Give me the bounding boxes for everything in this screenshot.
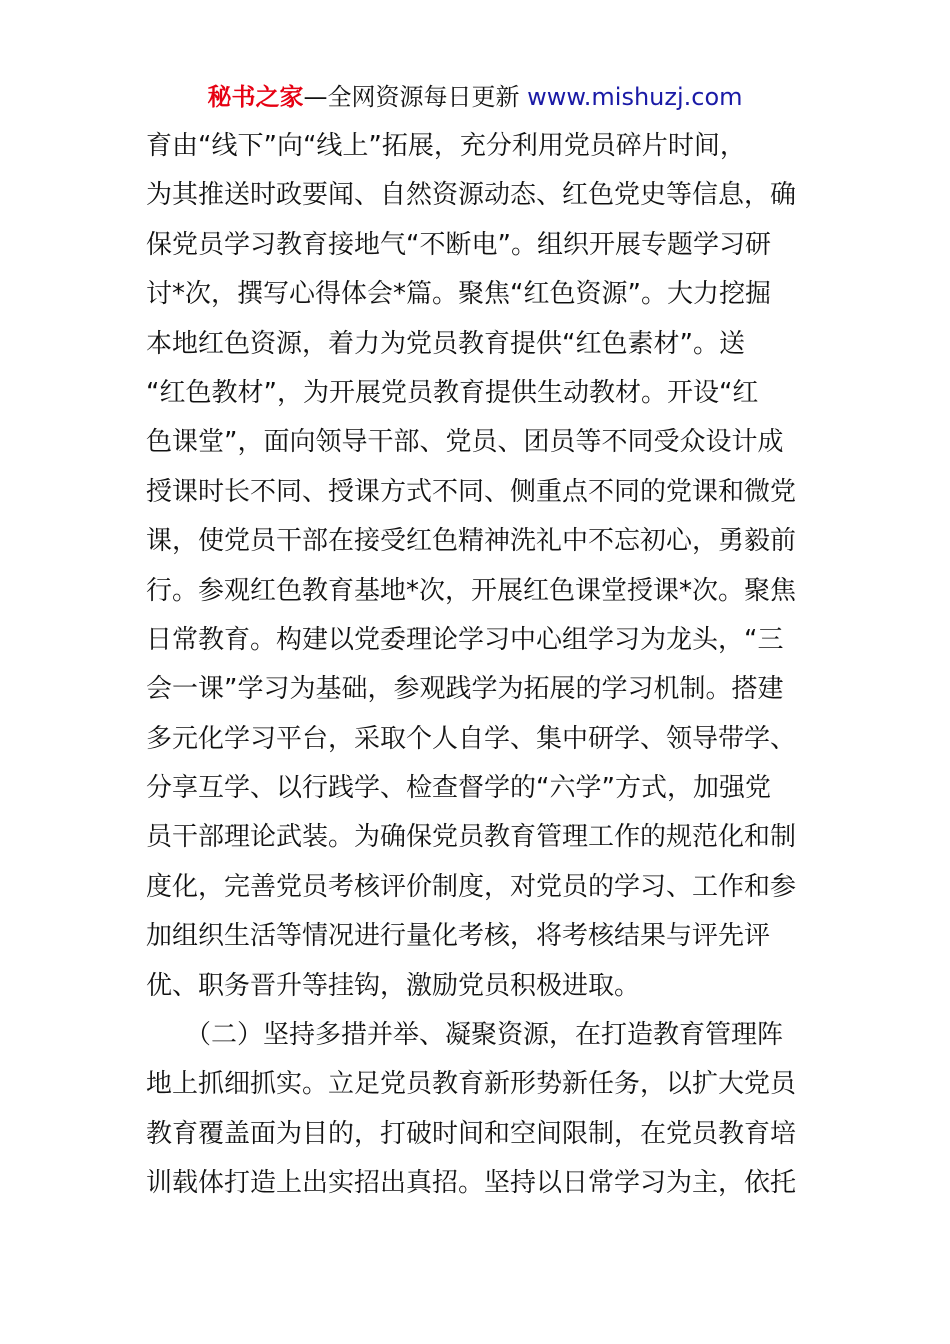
section-heading-line: （二）坚持多措并举、凝聚资源，在打造教育管理阵: [146, 1020, 784, 1051]
text-line: 色课堂”，面向领导干部、党员、团员等不同受众设计成: [146, 427, 784, 458]
site-brand: 秘书之家: [207, 83, 304, 111]
text-line: 育由“线下”向“线上”拓展，充分利用党员碎片时间，: [146, 131, 746, 161]
text-line: 教育覆盖面为目的，打破时间和空间限制，在党员教育培: [146, 1118, 797, 1149]
text-line: “红色教材”，为开展党员教育提供生动教材。开设“红: [146, 377, 759, 408]
text-line: 优、职务晋升等挂钩，激励党员积极进取。: [146, 970, 641, 1001]
text-line: 会一课”学习为基础，参观践学为拓展的学习机制。搭建: [146, 674, 784, 705]
site-url-link[interactable]: www.mishuzj.com: [527, 83, 743, 111]
text-line: 分享互学、以行践学、检查督学的“六学”方式，加强党: [146, 773, 771, 804]
text-line: 日常教育。构建以党委理论学习中心组学习为龙头，“三: [146, 624, 784, 655]
text-line: 保党员学习教育接地气“不断电”。组织开展专题学习研: [146, 229, 771, 260]
text-line: 度化，完善党员考核评价制度，对党员的学习、工作和参: [146, 871, 797, 902]
document-body: [146, 122, 806, 1209]
text-line: 地上抓细抓实。立足党员教育新形势新任务，以扩大党员: [146, 1069, 797, 1100]
text-line: 训载体打造上出实招出真招。坚持以日常学习为主，依托: [146, 1168, 797, 1199]
text-line: 授课时长不同、授课方式不同、侧重点不同的党课和微党: [146, 476, 797, 507]
text-line: 加组织生活等情况进行量化考核，将考核结果与评先评: [146, 921, 771, 952]
text-line: 讨*次，撰写心得体会*篇。聚焦“红色资源”。大力挖掘: [146, 279, 771, 310]
site-tagline: —全网资源每日更新: [303, 83, 520, 111]
site-header: [0, 80, 950, 114]
text-line: 为其推送时政要闻、自然资源动态、红色党史等信息，确: [146, 180, 797, 211]
text-line: 课，使党员干部在接受红色精神洗礼中不忘初心，勇毅前: [146, 526, 797, 557]
text-line: 员干部理论武装。为确保党员教育管理工作的规范化和制: [146, 822, 797, 853]
text-line: 行。参观红色教育基地*次，开展红色课堂授课*次。聚焦: [146, 575, 797, 606]
text-line: 多元化学习平台，采取个人自学、集中研学、领导带学、: [146, 723, 797, 754]
text-line: 本地红色资源，着力为党员教育提供“红色素材”。送: [146, 328, 745, 359]
